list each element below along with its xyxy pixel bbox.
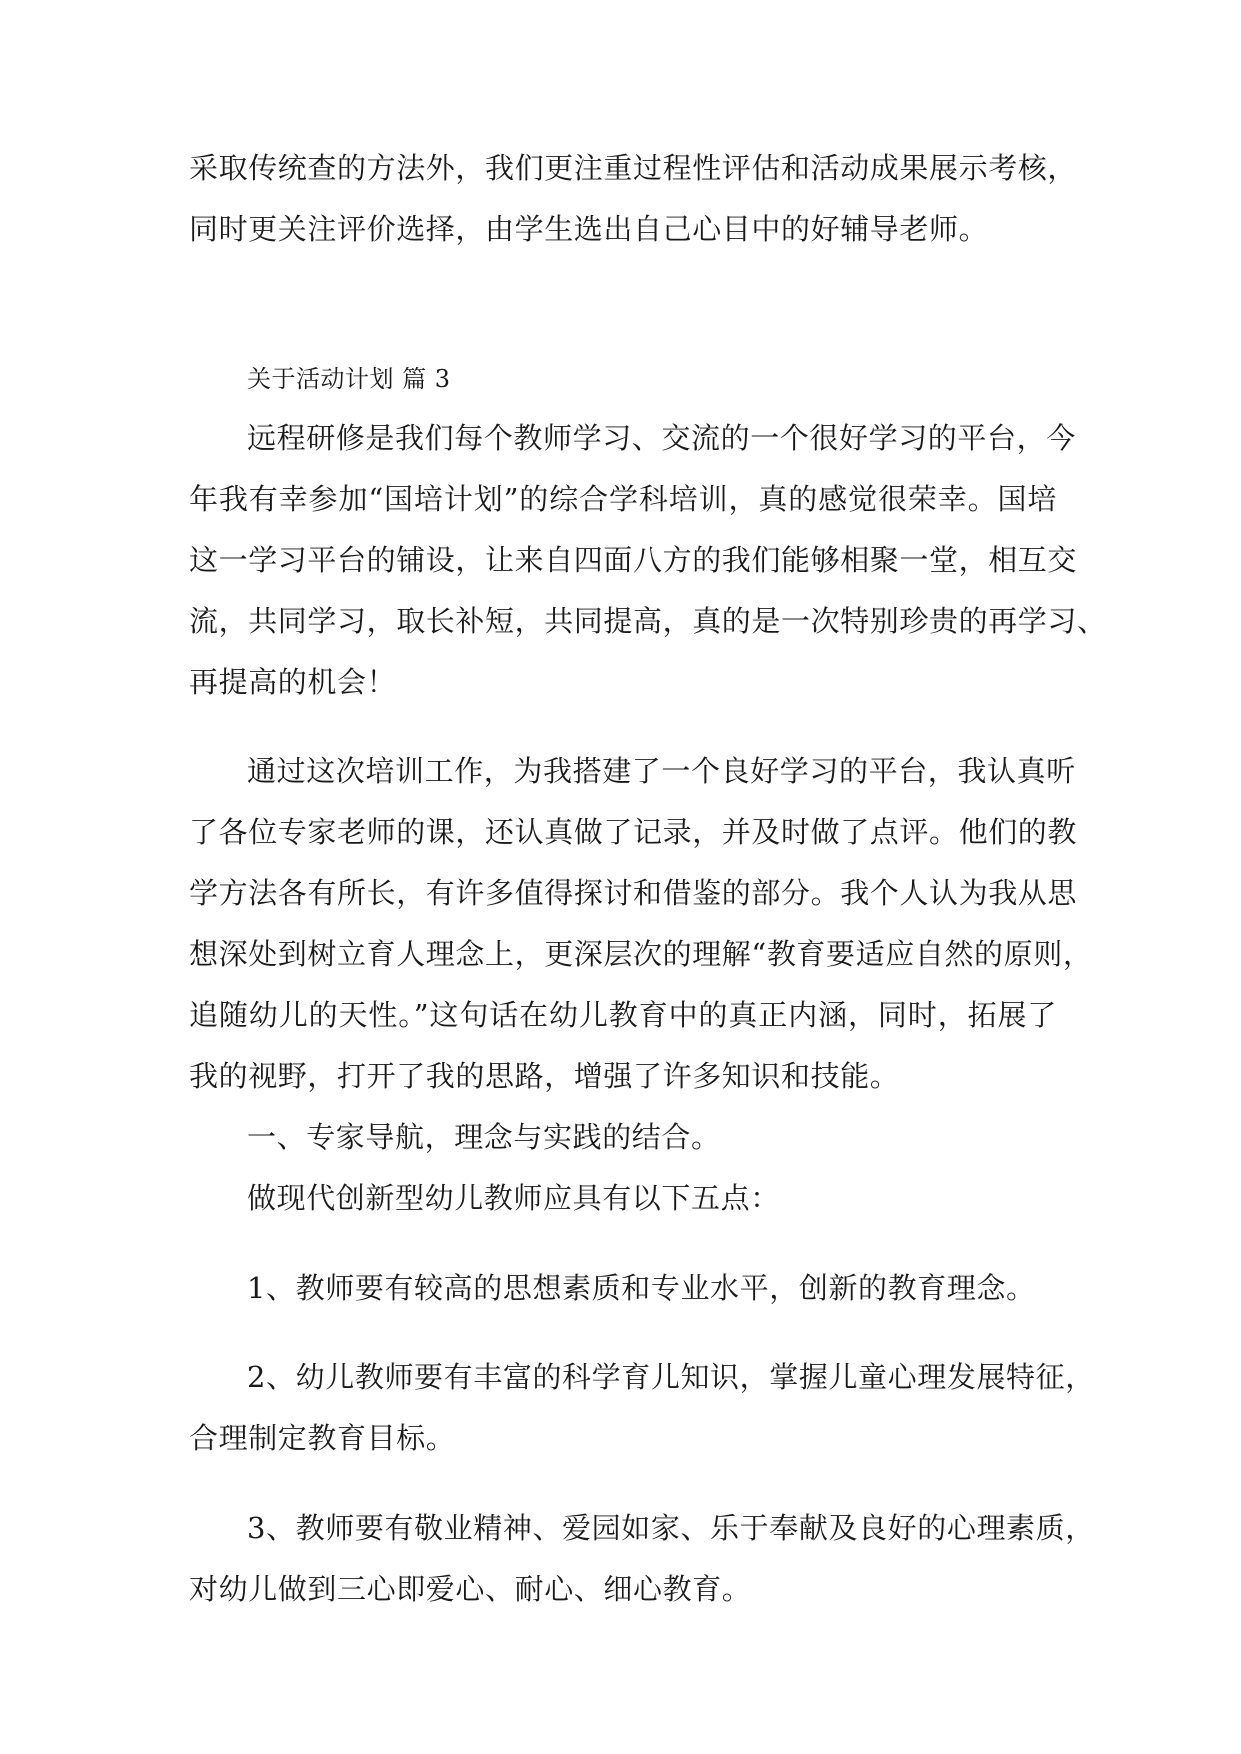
paragraph-line: 了各位专家老师的课，还认真做了记录，并及时做了点评。他们的教 xyxy=(189,815,1078,849)
paragraph-line: 采取传统查的方法外，我们更注重过程性评估和活动成果展示考核， xyxy=(189,151,1078,185)
list-item: 1、教师要有较高的思想素质和专业水平，创新的教育理念。 xyxy=(247,1271,1036,1305)
paragraph-line: 通过这次培训工作，为我搭建了一个良好学习的平台，我认真听 xyxy=(247,754,1076,788)
paragraph-line: 远程研修是我们每个教师学习、交流的一个很好学习的平台，今 xyxy=(247,421,1076,455)
paragraph-line: 追随幼儿的天性。”这句话在幼儿教育中的真正内涵，同时，拓展了 xyxy=(189,998,1057,1032)
paragraph-line: 我的视野，打开了我的思路，增强了许多知识和技能。 xyxy=(189,1059,900,1093)
paragraph-line: 做现代创新型幼儿教师应具有以下五点： xyxy=(247,1181,780,1215)
paragraph-line: 同时更关注评价选择，由学生选出自己心目中的好辅导老师。 xyxy=(189,212,989,246)
paragraph-line: 学方法各有所长，有许多值得探讨和借鉴的部分。我个人认为我从思 xyxy=(189,876,1078,910)
list-item-continuation: 合理制定教育目标。 xyxy=(189,1421,456,1455)
section-heading: 关于活动计划 篇 3 xyxy=(247,365,451,393)
paragraph-line: 想深处到树立育人理念上，更深层次的理解“教育要适应自然的原则， xyxy=(189,937,1093,971)
list-item: 2、幼儿教师要有丰富的科学育儿知识，掌握儿童心理发展特征， xyxy=(247,1360,1095,1394)
paragraph-line: 这一学习平台的铺设，让来自四面八方的我们能够相聚一堂，相互交 xyxy=(189,543,1078,577)
paragraph-line: 流，共同学习，取长补短，共同提高，真的是一次特别珍贵的再学习、 xyxy=(189,604,1107,638)
section-subheading: 一、专家导航，理念与实践的结合。 xyxy=(247,1120,721,1154)
list-item-continuation: 对幼儿做到三心即爱心、耐心、细心教育。 xyxy=(189,1572,752,1606)
list-item: 3、教师要有敬业精神、爱园如家、乐于奉献及良好的心理素质， xyxy=(247,1511,1095,1545)
paragraph-line: 再提高的机会！ xyxy=(189,665,397,699)
paragraph-line: 年我有幸参加“国培计划”的综合学科培训，真的感觉很荣幸。国培 xyxy=(189,482,1057,516)
